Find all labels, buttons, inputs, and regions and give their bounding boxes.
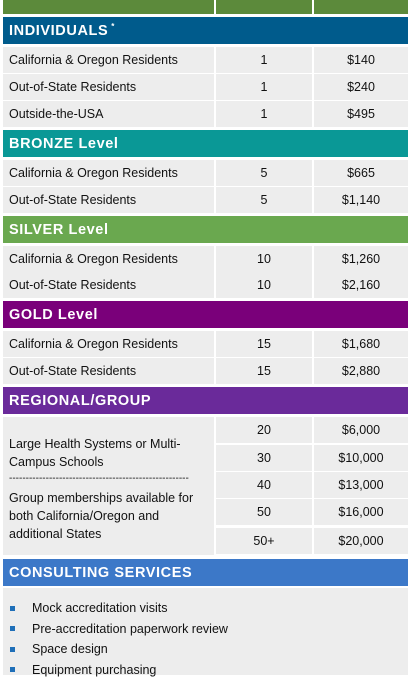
row-price: $1,140 [314, 187, 408, 213]
list-item [3, 639, 408, 660]
section-header-regional [3, 387, 408, 414]
section-header-bronze [3, 130, 408, 157]
table-row [3, 272, 408, 298]
row-label: California & Oregon Residents [3, 160, 214, 186]
table-row [3, 472, 408, 498]
bullet-icon [10, 647, 15, 652]
silver-title: SILVER Level [9, 222, 109, 238]
tier-count: 30 [216, 445, 312, 471]
tier-price: $20,000 [314, 528, 408, 554]
table-row [3, 246, 408, 272]
row-count: 15 [216, 358, 312, 384]
row-count: 5 [216, 187, 312, 213]
gold-title: GOLD Level [9, 307, 98, 323]
regional-description-group: Group memberships available for both California/Oregon and additional States [9, 489, 208, 543]
tier-price: $16,000 [314, 499, 408, 525]
bullet-icon [10, 667, 15, 672]
regional-divider: ------------------------------------------------------ [9, 473, 208, 485]
consulting-title: CONSULTING SERVICES [9, 565, 192, 581]
regional-description-systems: Large Health Systems or Multi-Campus Schools [9, 435, 208, 471]
list-item-label: Equipment purchasing [32, 663, 156, 677]
row-count: 1 [216, 101, 312, 127]
list-item [3, 660, 408, 680]
table-row [3, 499, 408, 525]
consulting-list [3, 588, 408, 675]
section-header-consulting [3, 559, 408, 586]
list-item [3, 598, 408, 619]
tier-count: 50+ [216, 528, 312, 554]
top-header-cell-3 [314, 0, 408, 14]
table-row [3, 47, 408, 73]
table-row [3, 528, 408, 554]
table-row [3, 160, 408, 186]
section-header-silver [3, 216, 408, 243]
individuals-title: INDIVIDUALS [9, 23, 108, 39]
tier-count: 40 [216, 472, 312, 498]
row-price: $240 [314, 74, 408, 100]
bullet-icon [10, 606, 15, 611]
list-item-label: Mock accreditation visits [32, 601, 167, 615]
top-header-cell-1 [3, 0, 214, 14]
tier-count: 20 [216, 417, 312, 443]
row-label: Out-of-State Residents [3, 187, 214, 213]
row-price: $495 [314, 101, 408, 127]
tier-count: 50 [216, 499, 312, 525]
row-price: $1,680 [314, 331, 408, 357]
list-item-label: Space design [32, 642, 108, 656]
table-row [3, 331, 408, 357]
row-count: 10 [216, 246, 312, 272]
row-count: 15 [216, 331, 312, 357]
row-label: California & Oregon Residents [3, 246, 214, 272]
row-label: Out-of-State Residents [3, 272, 214, 298]
row-label: California & Oregon Residents [3, 47, 214, 73]
row-count: 1 [216, 74, 312, 100]
row-price: $2,880 [314, 358, 408, 384]
row-price: $665 [314, 160, 408, 186]
row-label: California & Oregon Residents [3, 331, 214, 357]
table-row [3, 101, 408, 127]
table-row [3, 74, 408, 100]
row-price: $1,260 [314, 246, 408, 272]
list-item [3, 619, 408, 640]
section-header-individuals [3, 17, 408, 44]
individuals-footnote-marker: * [111, 22, 115, 31]
row-count: 5 [216, 160, 312, 186]
row-price: $2,160 [314, 272, 408, 298]
row-label: Out-of-State Residents [3, 74, 214, 100]
row-label: Out-of-State Residents [3, 358, 214, 384]
table-row [3, 445, 408, 471]
bullet-icon [10, 626, 15, 631]
row-count: 10 [216, 272, 312, 298]
row-count: 1 [216, 47, 312, 73]
table-row [3, 358, 408, 384]
row-label: Outside-the-USA [3, 101, 214, 127]
regional-title: REGIONAL/GROUP [9, 393, 151, 409]
section-header-gold [3, 301, 408, 328]
list-item-label: Pre-accreditation paperwork review [32, 622, 228, 636]
top-header-cell-2 [216, 0, 312, 14]
tier-price: $10,000 [314, 445, 408, 471]
table-row [3, 187, 408, 213]
row-price: $140 [314, 47, 408, 73]
tier-price: $13,000 [314, 472, 408, 498]
bronze-title: BRONZE Level [9, 136, 119, 152]
tier-price: $6,000 [314, 417, 408, 443]
table-row [3, 417, 408, 443]
